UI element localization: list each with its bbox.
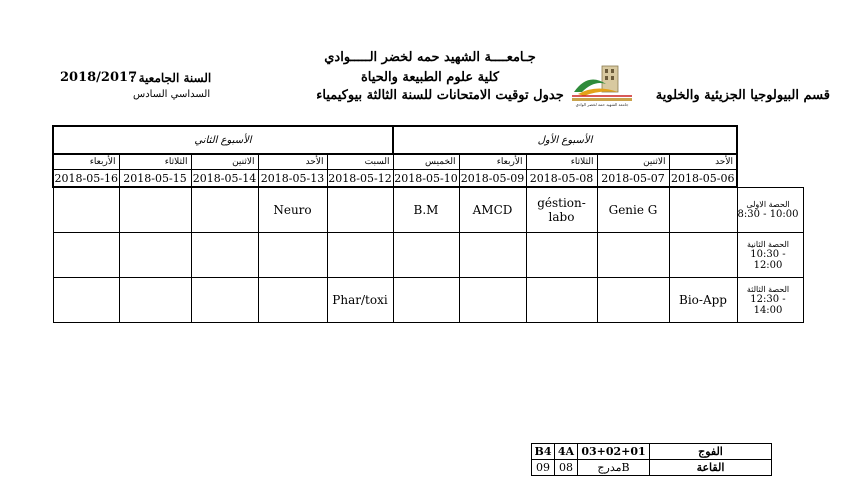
- logo-caption: جامعة الشهيد حمة لخضر الوادي: [575, 102, 629, 107]
- day-name: الأحد: [669, 154, 737, 170]
- day-date: 2018-05-13: [258, 170, 327, 188]
- exam-cell: Genie G: [597, 187, 669, 233]
- exam-cell: [258, 233, 327, 278]
- exam-cell: [327, 187, 393, 233]
- exam-cell: Phar/toxi: [327, 278, 393, 323]
- period-time: 8:30 - 10:00: [737, 208, 799, 220]
- group-cell: 4A: [555, 444, 578, 460]
- exam-cell: [258, 278, 327, 323]
- department-name: قسم البيولوجيا الجزيئية والخلوية: [655, 88, 830, 103]
- day-date: 2018-05-10: [393, 170, 459, 188]
- period-name: الحصة الثالثة: [746, 284, 790, 294]
- exam-cell: [53, 278, 119, 323]
- exam-cell: [526, 233, 597, 278]
- exam-cell: B.M: [393, 187, 459, 233]
- day-date: 2018-05-12: [327, 170, 393, 188]
- day-date: 2018-05-14: [191, 170, 258, 188]
- period-time: 12:30 - 14:00: [750, 293, 786, 316]
- exam-cell: [526, 278, 597, 323]
- university-logo: [568, 62, 640, 108]
- exam-cell: [53, 187, 119, 233]
- day-name: الأربعاء: [459, 154, 526, 170]
- room-cell: مدرجB: [578, 460, 650, 476]
- exam-schedule-table: [52, 125, 804, 323]
- day-name: الأربعاء: [53, 154, 119, 170]
- exam-cell: [597, 233, 669, 278]
- exam-cell: [119, 187, 191, 233]
- period-name: الحصة الاولى: [746, 199, 790, 209]
- day-name: الثلاثاء: [119, 154, 191, 170]
- exam-cell: Bio-App: [669, 278, 737, 323]
- exam-cell: [191, 278, 258, 323]
- period-2-label: [737, 233, 803, 278]
- day-date: 2018-05-15: [119, 170, 191, 188]
- exam-cell: [669, 233, 737, 278]
- day-date: 2018-05-07: [597, 170, 669, 188]
- academic-year-label: السنة الجامعية :: [130, 71, 212, 85]
- room-cell: 08: [555, 460, 578, 476]
- exam-cell: [53, 233, 119, 278]
- exam-cell: [393, 278, 459, 323]
- group-label: الفوج: [650, 444, 772, 460]
- faculty-name: كلية علوم الطبيعة والحياة: [360, 70, 500, 85]
- day-name: السبت: [327, 154, 393, 170]
- group-cell: B4: [532, 444, 555, 460]
- room-label: القاعة: [650, 460, 772, 476]
- room-cell: 09: [532, 460, 555, 476]
- day-name: الاثنين: [597, 154, 669, 170]
- exam-cell: [459, 233, 526, 278]
- exam-cell: AMCD: [459, 187, 526, 233]
- rooms-table: [531, 443, 772, 476]
- exam-cell: géstion-labo: [526, 187, 597, 233]
- exam-cell: [119, 233, 191, 278]
- period-1-label: [737, 187, 803, 233]
- week-2-header: الأسبوع الثاني: [53, 126, 393, 154]
- exam-cell: [669, 187, 737, 233]
- day-date: 2018-05-09: [459, 170, 526, 188]
- period-name: الحصة الثانية: [746, 239, 790, 249]
- exam-cell: [191, 233, 258, 278]
- group-cell: 03+02+01: [578, 444, 650, 460]
- day-name: الأحد: [258, 154, 327, 170]
- day-date: 2018-05-06: [669, 170, 737, 188]
- exam-cell: [597, 278, 669, 323]
- day-name: الثلاثاء: [526, 154, 597, 170]
- academic-year-value: 2018/2017: [60, 70, 138, 85]
- week-1-header: الأسبوع الأول: [393, 126, 737, 154]
- university-name: جـامعــــة الشهيد حمه لخضر الـــــوادي: [324, 50, 536, 65]
- schedule-title: جدول توقيت الامتحانات للسنة الثالثة بيوكيمياء: [316, 88, 564, 103]
- day-name: الخميس: [393, 154, 459, 170]
- exam-cell: Neuro: [258, 187, 327, 233]
- day-name: الاثنين: [191, 154, 258, 170]
- period-time: 10:30 - 12:00: [750, 248, 786, 271]
- day-date: 2018-05-16: [53, 170, 119, 188]
- day-date: 2018-05-08: [526, 170, 597, 188]
- exam-cell: [327, 233, 393, 278]
- exam-cell: [191, 187, 258, 233]
- semester-label: السداسي السادس: [133, 89, 211, 100]
- period-3-label: [737, 278, 803, 323]
- exam-cell: [459, 278, 526, 323]
- exam-cell: [393, 233, 459, 278]
- exam-cell: [119, 278, 191, 323]
